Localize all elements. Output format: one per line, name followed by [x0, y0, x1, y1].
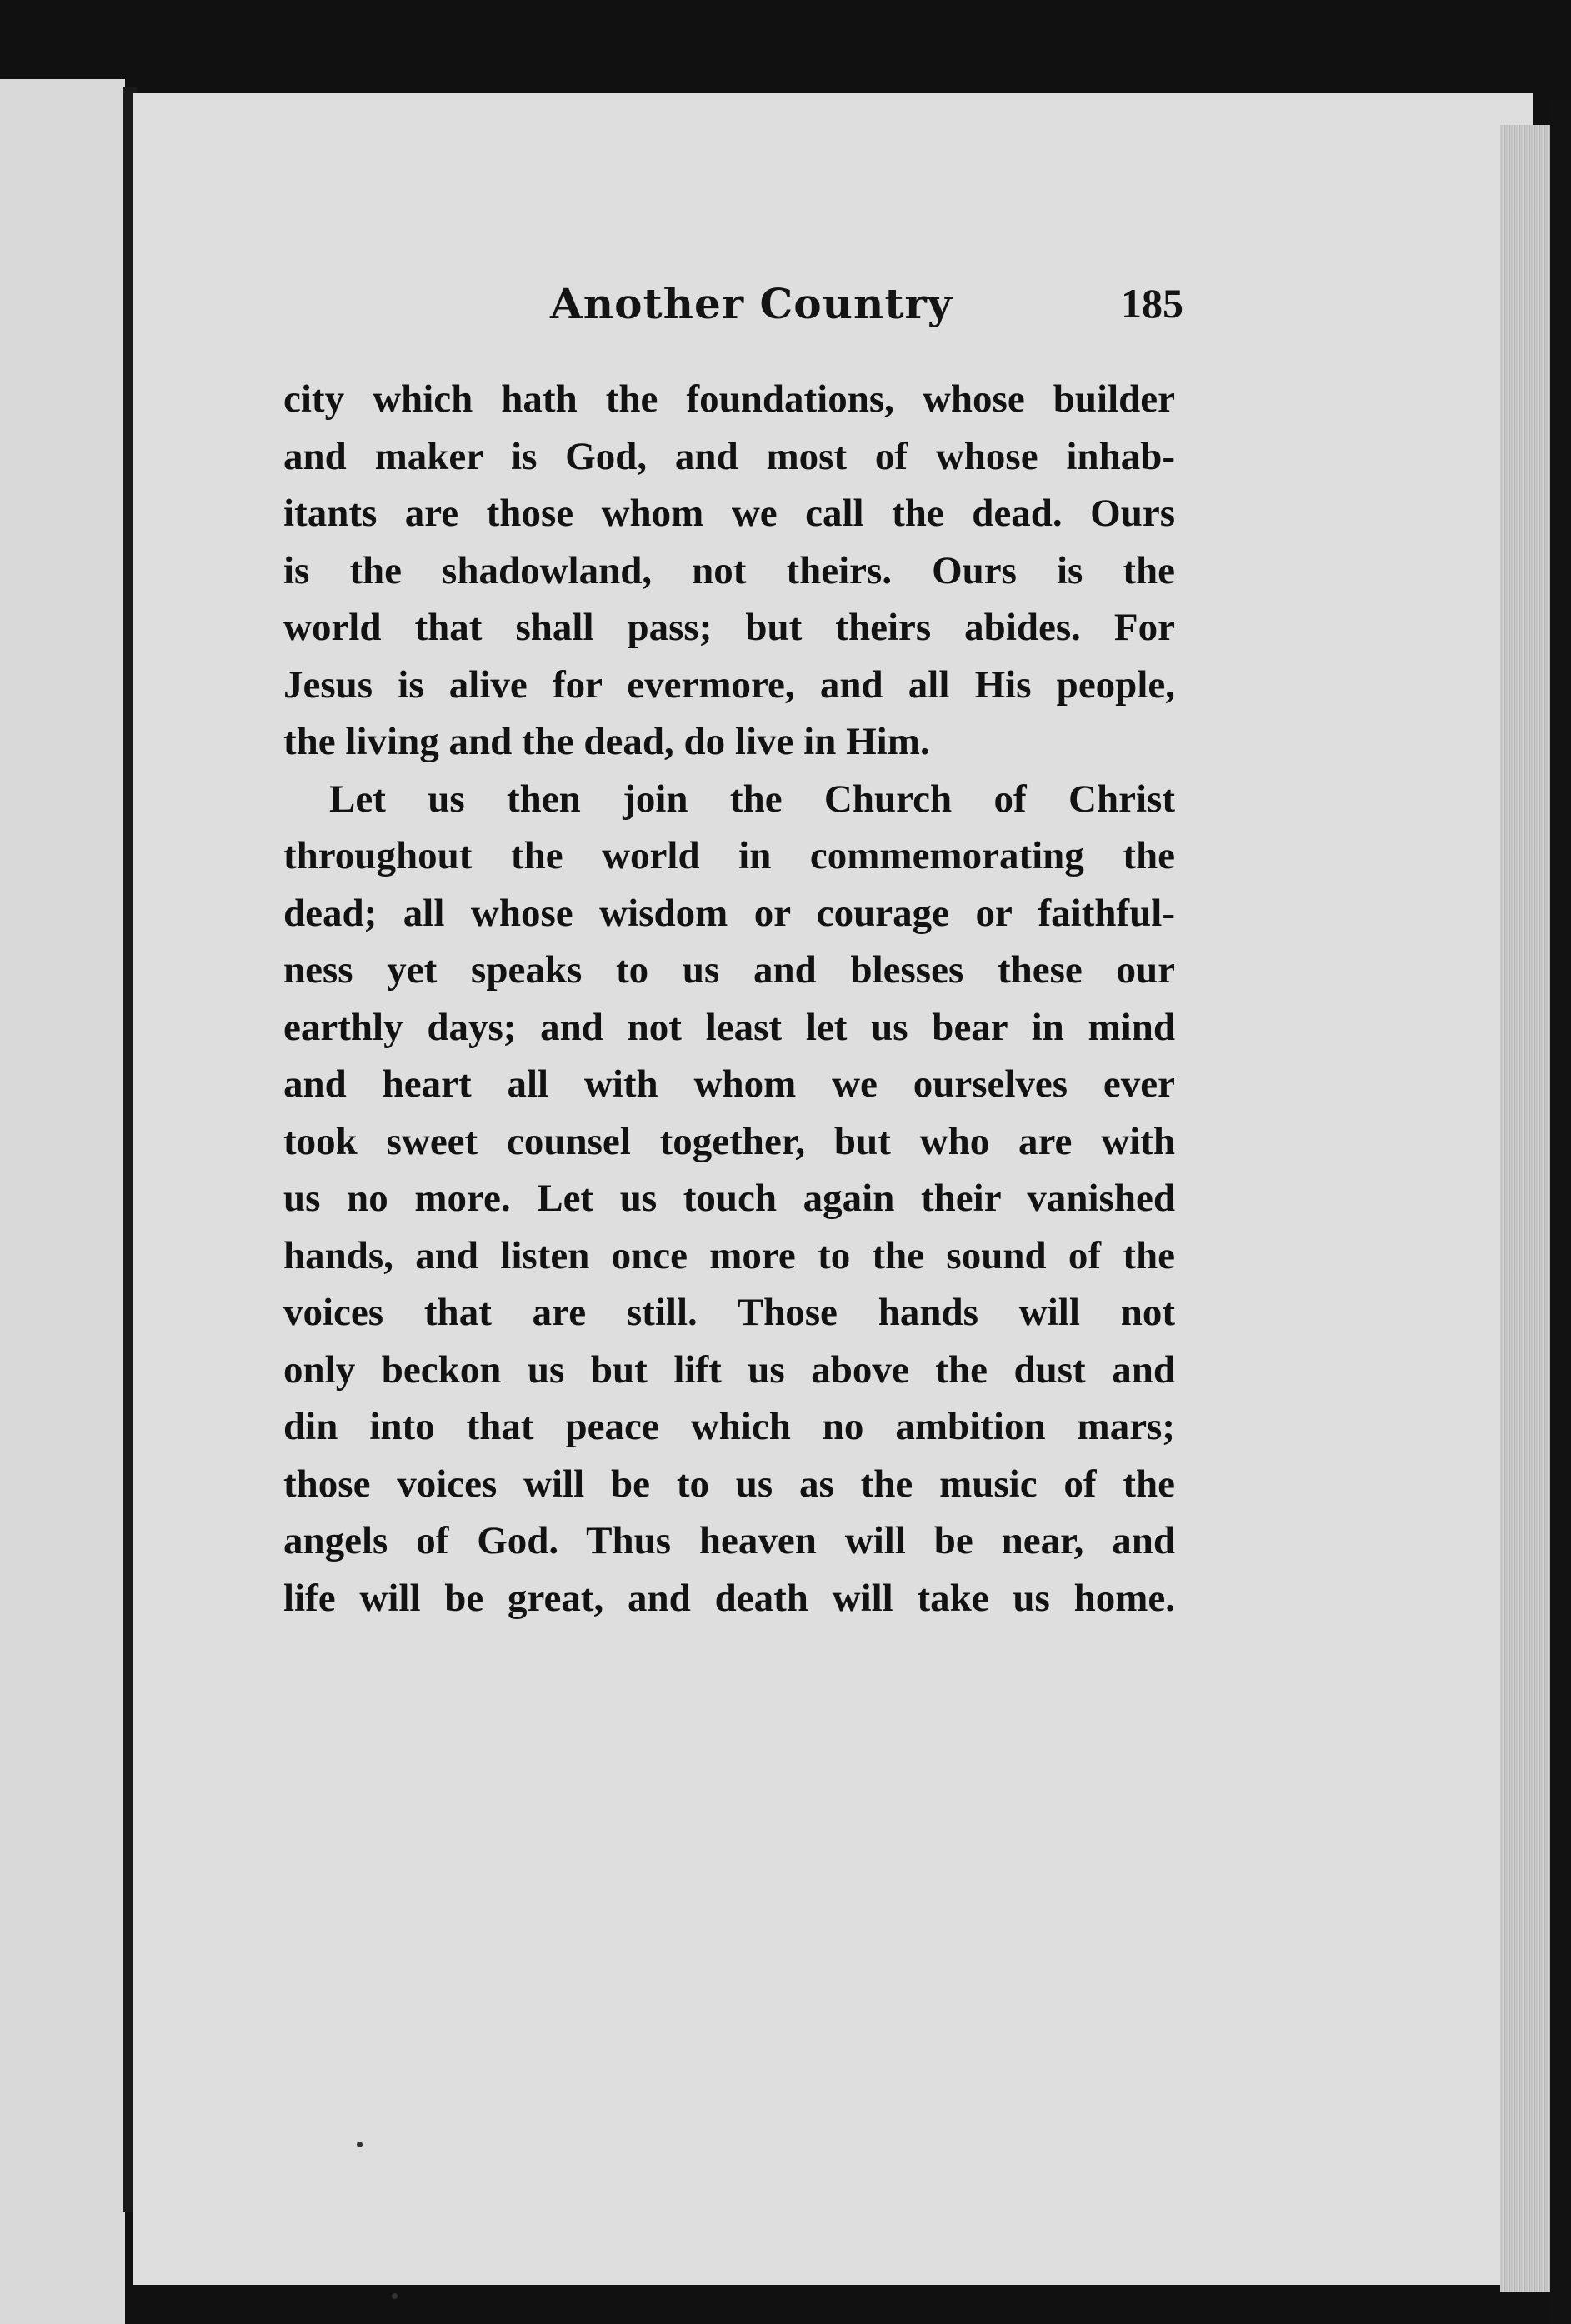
paragraph-2: [283, 771, 1175, 1627]
text-line: and heart all with whom we ourselves ever: [283, 1062, 1175, 1106]
paragraph-1: [283, 371, 1175, 771]
text-line: us no more. Let us touch again their vanished: [283, 1177, 1175, 1220]
text-line: only beckon us but lift us above the dust and: [283, 1347, 1175, 1392]
text-line: ness yet speaks to us and blesses these our: [283, 948, 1175, 992]
facing-page-edge: [0, 79, 125, 2324]
text-line: throughout the world in commemorating the: [283, 834, 1175, 877]
text-line: city which hath the foundations, whose builder: [283, 377, 1175, 421]
text-line: itants are those whom we call the dead. Ours: [283, 492, 1175, 535]
text-line: the living and the dead, do live in Him.: [283, 720, 930, 763]
text-line: Jesus is alive for evermore, and all His people,: [283, 662, 1175, 707]
text-line: life will be great, and death will take us home.: [283, 1576, 1175, 1620]
text-line: angels of God. Thus heaven will be near, and: [283, 1519, 1175, 1562]
text-line: those voices will be to us as the music of the: [283, 1462, 1175, 1506]
text-line: dead; all whose wisdom or courage or faithful-: [283, 891, 1175, 935]
page-stack-edge: [1500, 125, 1550, 2292]
text-line: world that shall pass; but theirs abides. For: [283, 606, 1175, 649]
scan-speck: [392, 2293, 398, 2299]
text-line: earthly days; and not least let us bear in mind: [283, 1005, 1175, 1049]
text-line: hands, and listen once more to the sound of the: [283, 1233, 1175, 1277]
page-number: 185: [1121, 280, 1183, 327]
text-line: and maker is God, and most of whose inhab-: [283, 434, 1175, 478]
text-line: din into that peace which no ambition mars;: [283, 1405, 1175, 1448]
text-line: took sweet counsel together, but who are with: [283, 1119, 1175, 1163]
text-line: voices that are still. Those hands will not: [283, 1291, 1175, 1334]
text-line: is the shadowland, not theirs. Ours is the: [283, 548, 1175, 592]
running-head: [550, 279, 1183, 346]
running-title: Another Country: [550, 279, 953, 328]
scan-border: [1550, 100, 1571, 2324]
text-line: Let us then join the Church of Christ: [329, 777, 1175, 821]
scan-speck: [357, 2142, 363, 2147]
body-text: [283, 371, 1175, 1627]
